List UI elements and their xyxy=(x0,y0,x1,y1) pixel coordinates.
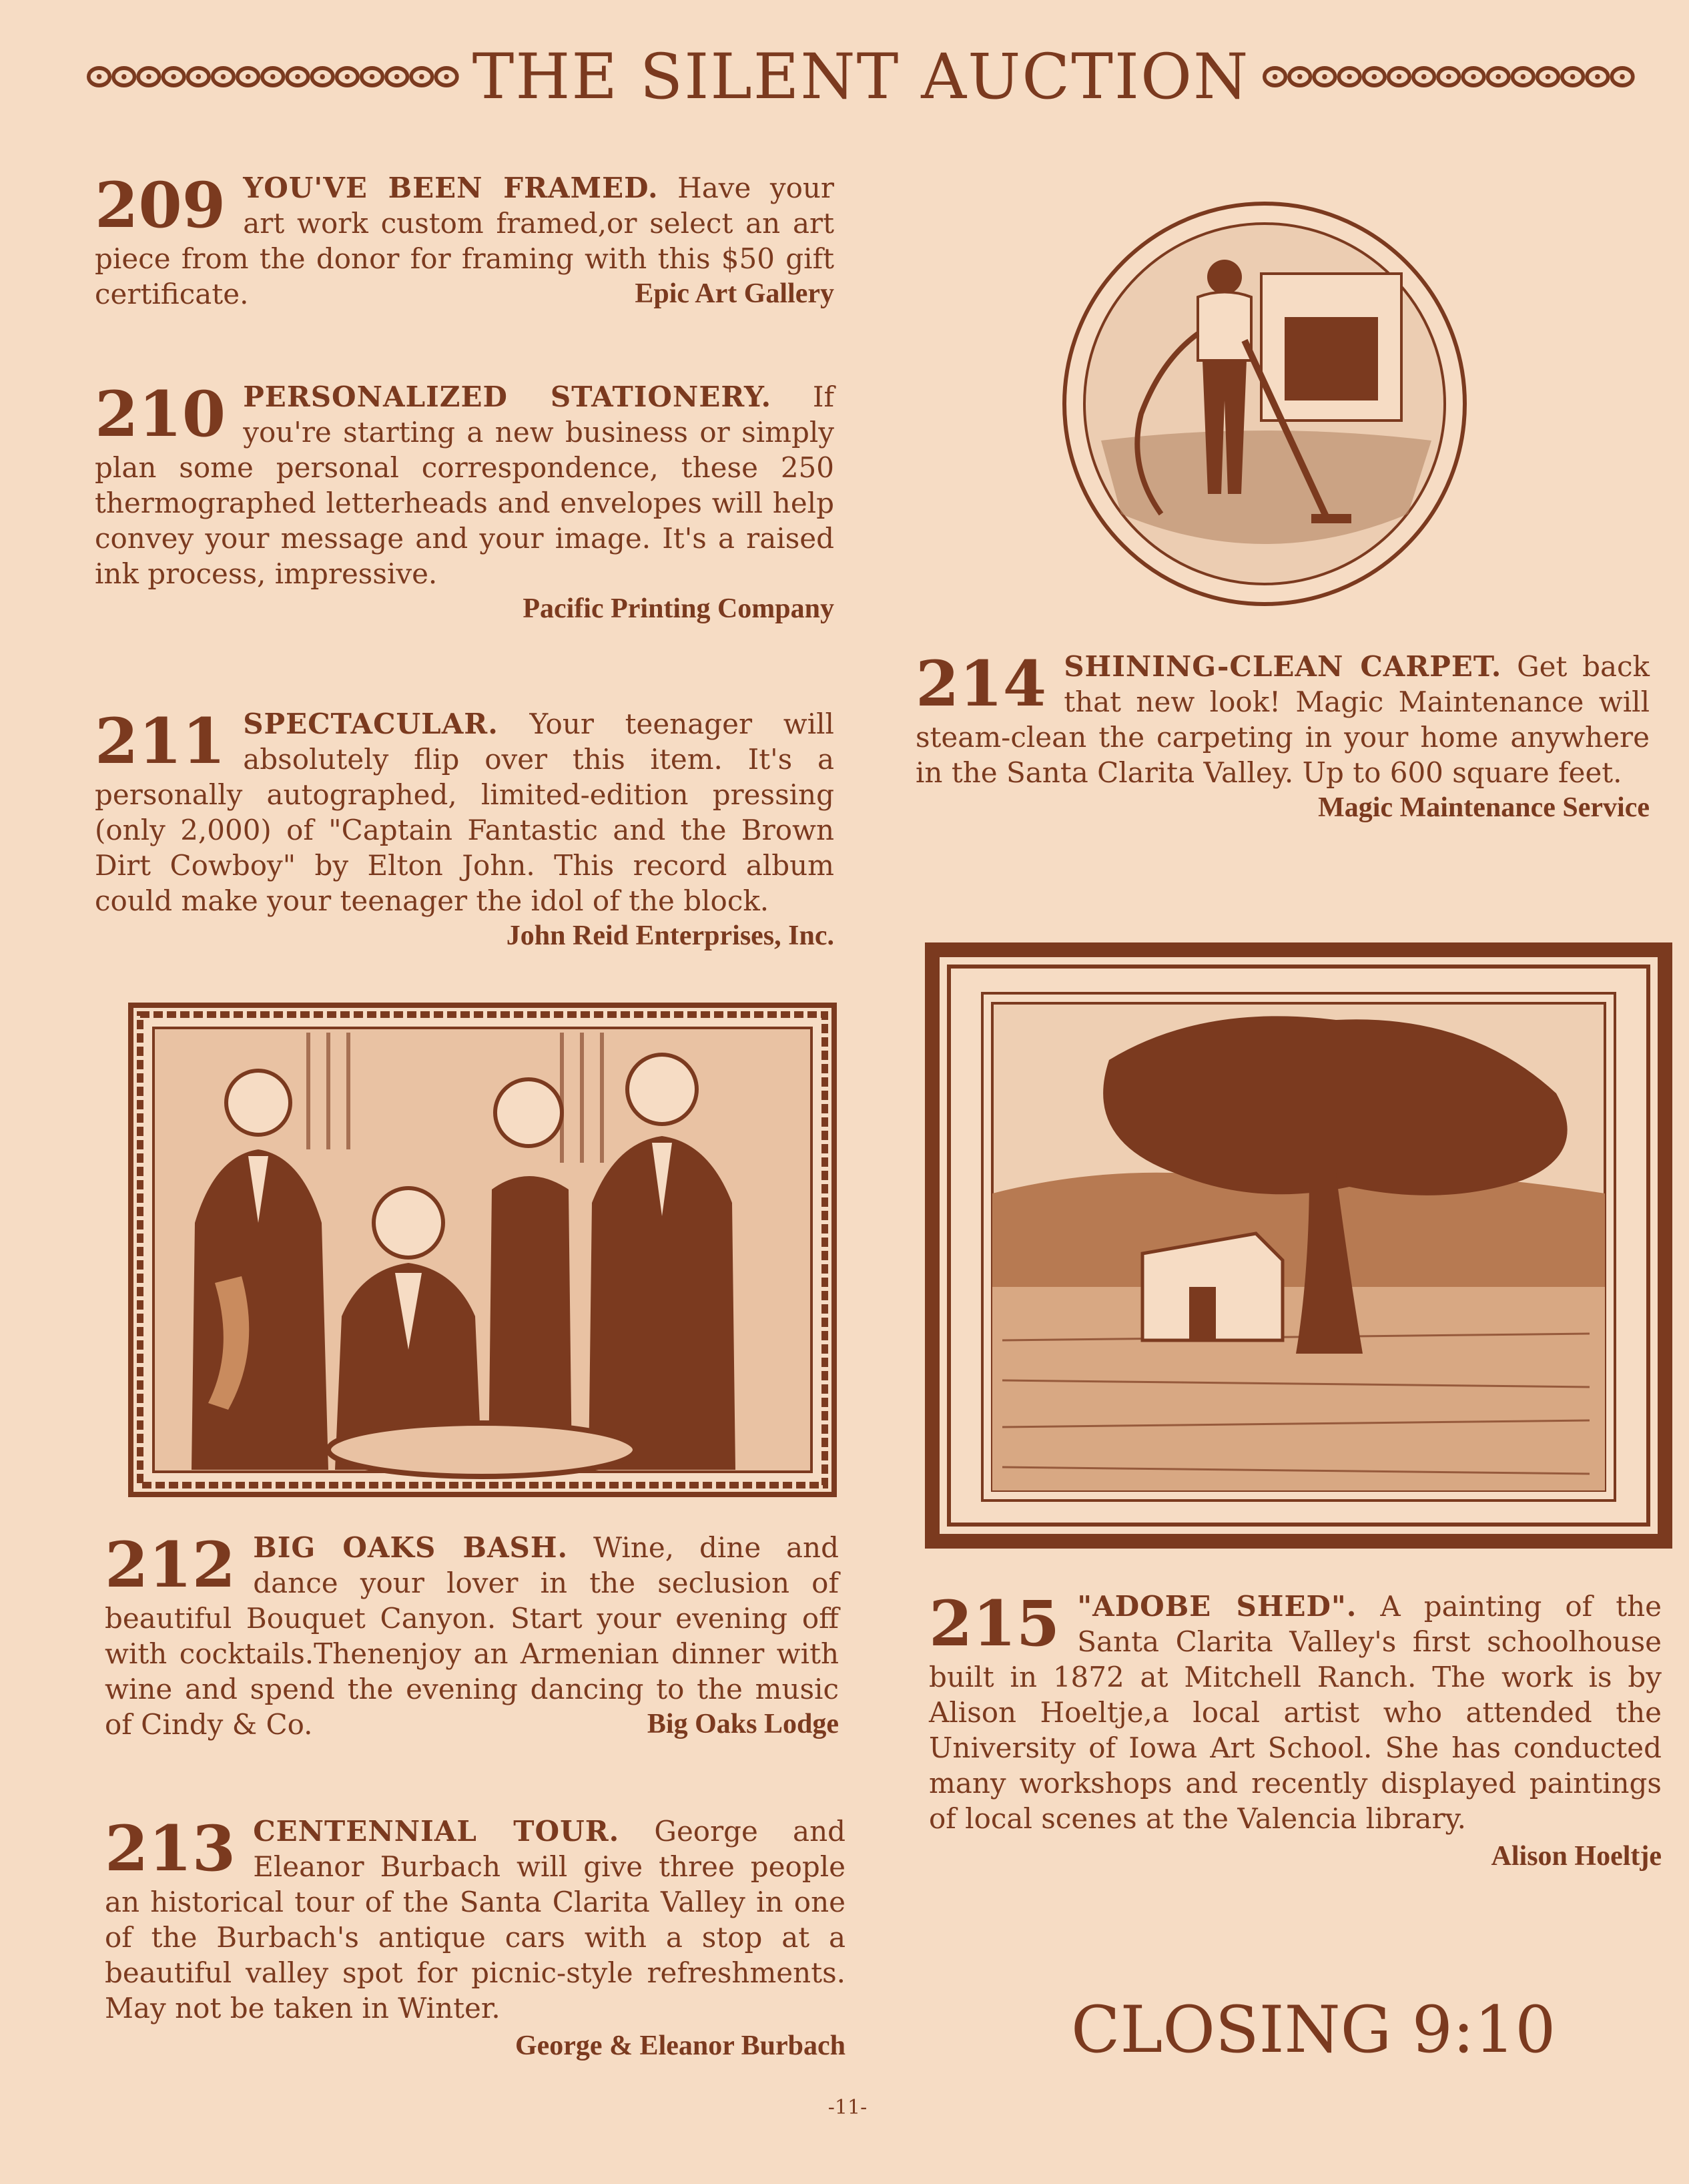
auction-item-215 xyxy=(929,1589,1662,1874)
auction-item-214 xyxy=(916,649,1650,826)
item-heading: BIG OAKS BASH. xyxy=(253,1531,569,1564)
page-title: THE SILENT AUCTION xyxy=(472,40,1250,113)
auction-item-210 xyxy=(95,379,834,627)
item-description: If you're starting a new business or simply plan some personal correspondence, these 250 thermographed letterheads and envelopes will help convey your message and your image. It's a raised ink process, impressive. xyxy=(95,380,834,590)
item-heading: YOU'VE BEEN FRAMED. xyxy=(243,172,659,204)
item-description: George and Eleanor Burbach will give three people an historical tour of the Santa Clarita Valley in one of the Burbach's antique cars with a stop at a beautiful valley spot for picnic-style refreshments. May not be taken in Winter. xyxy=(105,1815,846,2024)
item-description: Have your art work custom framed,or select an art piece from the donor for framing with this $50 gift certificate. xyxy=(95,172,834,310)
auction-item-209 xyxy=(95,170,834,312)
item-donor: Magic Maintenance Service xyxy=(1318,792,1650,823)
item-number: 213 xyxy=(105,1812,236,1886)
item-description: Your teenager will absolutely flip over this item. It's a personally autographed, limited-edition pressing (only 2,000) of "Captain Fantastic and the Brown Dirt Cowboy" by Elton John. This record album could make your teenager the idol of the block. xyxy=(95,708,834,917)
item-heading: SPECTACULAR. xyxy=(243,708,498,740)
item-number: 214 xyxy=(916,647,1047,721)
item-donor: Epic Art Gallery xyxy=(635,278,834,309)
auction-item-212 xyxy=(105,1530,839,1742)
page-number: -11- xyxy=(827,2096,868,2119)
adobe-shed-painting xyxy=(922,940,1675,1551)
ornamental-border-left xyxy=(87,61,459,93)
item-heading: PERSONALIZED STATIONERY. xyxy=(243,380,772,413)
item-donor: Pacific Printing Company xyxy=(523,593,834,624)
auction-item-213 xyxy=(105,1814,846,2064)
item-number: 215 xyxy=(929,1587,1060,1661)
item-number: 212 xyxy=(105,1529,236,1602)
item-description: A painting of the Santa Clarita Valley's first schoolhouse built in 1872 at Mitchell Ranch. The work is by Alison Hoeltje,a local artist who attended the University of Iowa Art School. She has conducted many workshops and recently displayed paintings of local scenes at the Valencia library. xyxy=(929,1590,1662,1835)
ornamental-border-right xyxy=(1263,61,1635,93)
item-heading: CENTENNIAL TOUR. xyxy=(253,1815,620,1848)
carpet-cleaner-photo xyxy=(1061,200,1468,607)
item-heading: SHINING-CLEAN CARPET. xyxy=(1064,650,1502,683)
item-donor: Big Oaks Lodge xyxy=(647,1709,839,1739)
auction-item-211 xyxy=(95,706,834,954)
item-description: Wine, dine and dance your lover in the seclusion of beautiful Bouquet Canyon. Start your evening off with cocktails.Thenenjoy an Armenian dinner with wine and spend the evening dancing to the music of Cindy & Co. xyxy=(105,1531,839,1741)
item-heading: "ADOBE SHED". xyxy=(1077,1590,1357,1623)
item-donor: John Reid Enterprises, Inc. xyxy=(506,920,834,951)
closing-time: CLOSING 9:10 xyxy=(1071,1992,1556,2067)
item-number: 210 xyxy=(95,378,226,451)
page-header xyxy=(87,37,1635,117)
item-description: Get back that new look! Magic Maintenance will steam-clean the carpeting in your home anywhere in the Santa Clarita Valley. Up to 600 square feet. xyxy=(916,650,1650,789)
item-number: 211 xyxy=(95,705,226,778)
band-photo xyxy=(128,1003,837,1497)
item-donor: George & Eleanor Burbach xyxy=(515,2030,846,2061)
item-donor: Alison Hoeltje xyxy=(1491,1841,1662,1872)
item-number: 209 xyxy=(95,169,226,242)
